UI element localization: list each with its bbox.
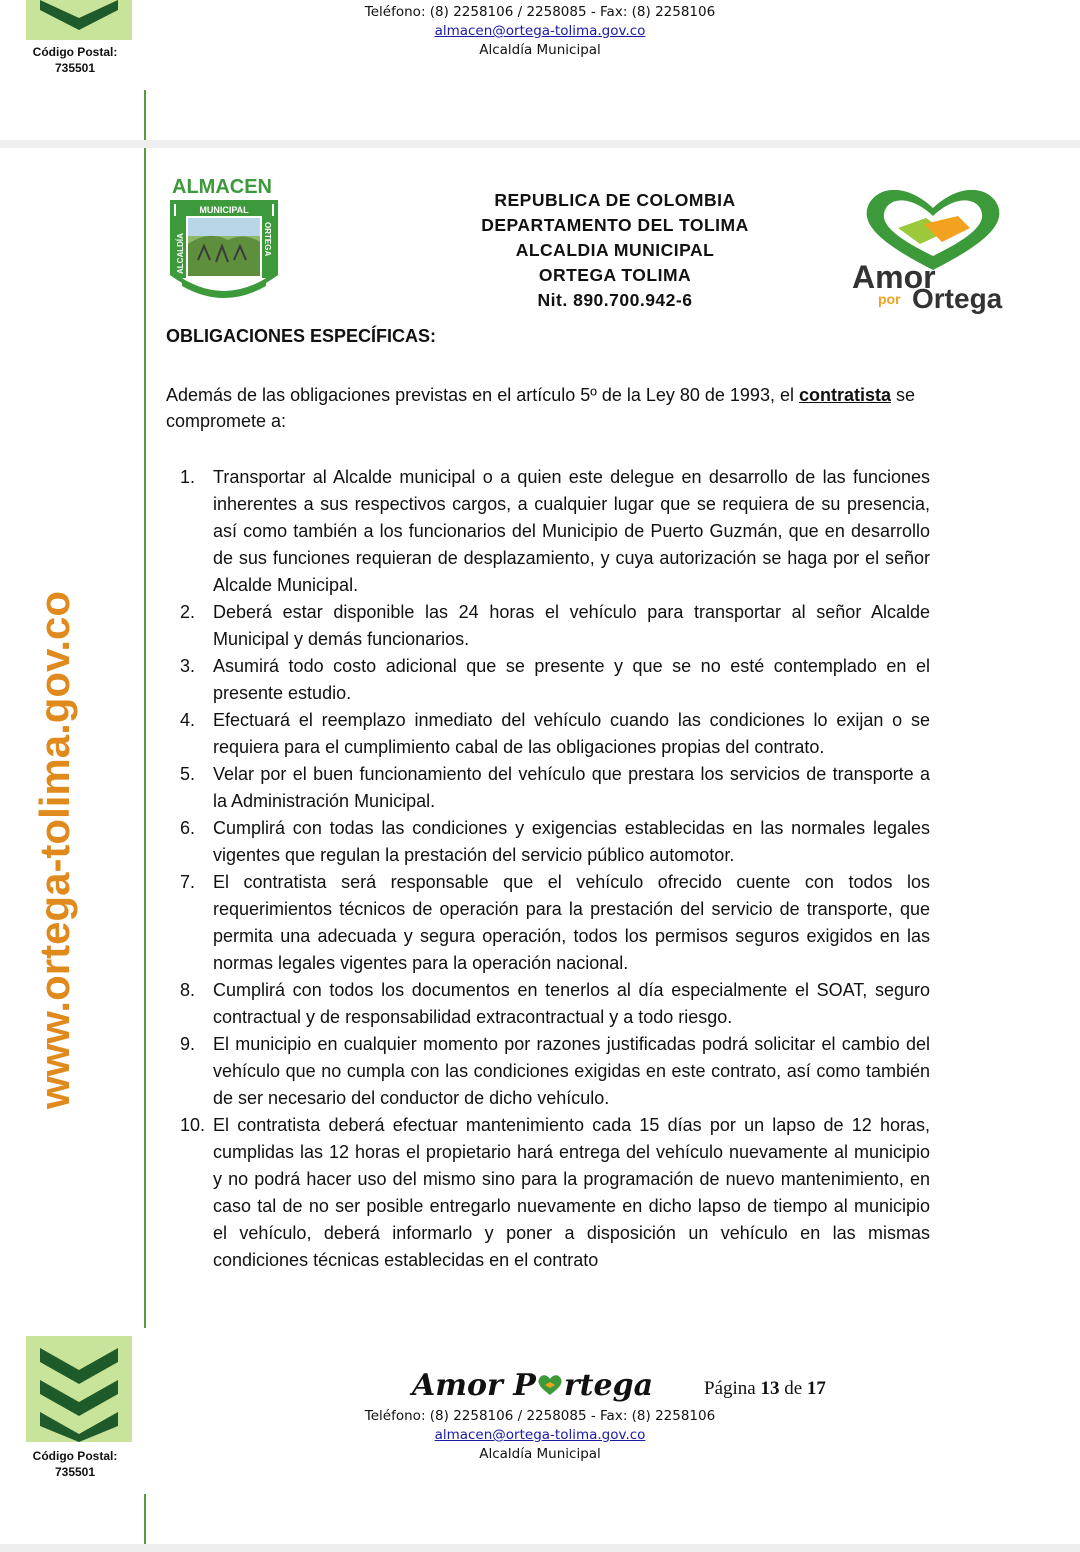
logo-amor-text: Amor [852, 259, 936, 295]
page-current: 13 [760, 1378, 780, 1399]
list-item [166, 1031, 930, 1112]
page-gap [0, 140, 1080, 148]
postal-code: 735501 [54, 1465, 96, 1479]
contact-phone: Teléfono: (8) 2258106 / 2258085 - Fax: (8) 2258106 [364, 1408, 716, 1424]
contact-phone: Teléfono: (8) 2258106 / 2258085 - Fax: (8) 2258106 [364, 4, 716, 20]
contact-block-footer [290, 1407, 790, 1464]
list-item [166, 815, 930, 869]
list-item [166, 1112, 930, 1274]
contact-email-link[interactable]: almacen@ortega-tolima.gov.co [434, 23, 646, 39]
contact-email-link[interactable]: almacen@ortega-tolima.gov.co [434, 1427, 646, 1443]
item-number: 6. [180, 818, 196, 838]
letterhead-line-4: ORTEGA TOLIMA [538, 265, 692, 285]
footer-logo-strip [26, 1336, 132, 1442]
list-item [166, 761, 930, 815]
footer-logo-strip-top [26, 0, 132, 40]
postal-label: Código Postal: [32, 45, 118, 59]
shield-right-label: ORTEGA [263, 222, 272, 257]
page-number [704, 1378, 826, 1400]
item-text: Cumplirá con todos los documentos en tenerlos al día especialmente el SOAT, seguro contractual y de responsabilidad extracontractual y a todo riesgo. [213, 980, 930, 1027]
list-item [166, 653, 930, 707]
page-gap-bottom [0, 1544, 1080, 1552]
item-number: 8. [180, 980, 196, 1000]
chevron-logo-icon [26, 0, 132, 40]
letterhead-line-2: DEPARTAMENTO DEL TOLIMA [481, 215, 749, 235]
footer-brand [412, 1368, 653, 1403]
municipal-shield-icon [168, 200, 280, 308]
item-number: 3. [180, 656, 196, 676]
contact-block-top [290, 3, 790, 60]
item-text: Transportar al Alcalde municipal o a quien este delegue en desarrollo de las funciones inherentes a sus respectivos cargos, a cualquier lugar que se requiera de su presencia, así como también a los funcionarios del Municipio de Puerto Guzmán, que en desarrollo de sus funciones requieran de desplazamiento, y cuya autorización se haga por el señor Alcalde Municipal. [213, 467, 930, 595]
postal-block-top [0, 44, 150, 76]
intro-text-before: Además de las obligaciones previstas en el artículo 5º de la Ley 80 de 1993, el [166, 385, 799, 405]
postal-code: 735501 [54, 61, 96, 75]
postal-label: Código Postal: [32, 1449, 118, 1463]
chevron-logo-icon [26, 1336, 132, 1442]
letterhead-nit: Nit. 890.700.942-6 [537, 290, 693, 310]
item-text: Velar por el buen funcionamiento del vehículo que prestara los servicios de transporte a la Administración Municipal. [213, 764, 930, 811]
list-item [166, 869, 930, 977]
page-of: de [784, 1378, 803, 1399]
item-number: 2. [180, 602, 196, 622]
item-number: 4. [180, 710, 196, 730]
margin-line [144, 148, 146, 1328]
side-website-url: www.ortega-tolima.gov.co [31, 590, 78, 1110]
postal-block [0, 1448, 150, 1480]
item-text: Efectuará el reemplazo inmediato del vehículo cuando las condiciones lo exijan o se requiera para el cumplimiento cabal de las obligaciones propias del contrato. [213, 710, 930, 757]
contact-office: Alcaldía Municipal [479, 42, 601, 58]
item-text: Cumplirá con todas las condiciones y exigencias establecidas en las normales legales vigentes que regulan la prestación del servicio público automotor. [213, 818, 930, 865]
page-word: Página [704, 1378, 756, 1399]
shield-left-label: ALCALDÍA [176, 233, 185, 274]
item-text: El contratista deberá efectuar mantenimiento cada 15 días por un lapso de 12 horas, cumplidas las 12 horas el propietario hará entrega del vehículo nuevamente al municipio y no podrá hacer uso del mismo sino para la programación de nuevo mantenimiento, en caso tal de no ser posible entregarlo nuevamente en dicho lapso de tiempo al municipio el vehículo, deberá informarlo y poner a disposición un vehículo en las mismas condiciones técnicas establecidas en el contrato [213, 1115, 930, 1270]
obligations-list [166, 464, 930, 1274]
letterhead-line-3: ALCALDIA MUNICIPAL [515, 240, 715, 260]
contact-office: Alcaldía Municipal [479, 1446, 601, 1462]
amor-por-ortega-logo [848, 182, 1018, 314]
footer-brand-left: Amor P [412, 1368, 536, 1403]
item-text: Deberá estar disponible las 24 horas el vehículo para transportar al señor Alcalde Municipal y demás funcionarios. [213, 602, 930, 649]
margin-line-bottom [144, 1494, 146, 1544]
item-text: El contratista será responsable que el vehículo ofrecido cuente con todos los requerimientos técnicos de operación para la prestación del servicio de transporte, que permita una adecuada y segura operación, todos los permisos seguros exigidos en las normas legales vigentes para la operación nacional. [213, 872, 930, 973]
item-text: El municipio en cualquier momento por razones justificadas podrá solicitar el cambio del vehículo que no cumpla con las condiciones exigidas en este contrato, así como también de ser necesario del conductor de dicho vehículo. [213, 1034, 930, 1108]
list-item [166, 707, 930, 761]
list-item [166, 599, 930, 653]
shield-top-label: MUNICIPAL [199, 205, 249, 215]
intro-text-after: se compromete a: [166, 385, 916, 431]
footer-brand-right: rtega [563, 1368, 654, 1403]
heart-icon [537, 1373, 563, 1397]
item-number: 7. [180, 872, 196, 892]
logo-ortega-text: Ortega [912, 283, 1003, 314]
intro-paragraph [166, 382, 930, 434]
page-total: 17 [806, 1378, 826, 1399]
intro-bold-term: contratista [798, 385, 892, 405]
section-title: OBLIGACIONES ESPECÍFICAS: [166, 326, 437, 346]
item-number: 10. [180, 1115, 206, 1135]
logo-por-text: por [878, 291, 901, 307]
item-number: 5. [180, 764, 196, 784]
almacen-title: ALMACEN [172, 176, 272, 198]
item-number: 9. [180, 1034, 196, 1054]
margin-line-top [144, 90, 146, 140]
letterhead-text [400, 188, 830, 313]
item-text: Asumirá todo costo adicional que se presente y que se no esté contemplado en el presente estudio. [213, 656, 930, 703]
item-number: 1. [180, 467, 196, 487]
list-item [166, 977, 930, 1031]
letterhead-line-1: REPUBLICA DE COLOMBIA [494, 190, 736, 210]
list-item [166, 464, 930, 599]
